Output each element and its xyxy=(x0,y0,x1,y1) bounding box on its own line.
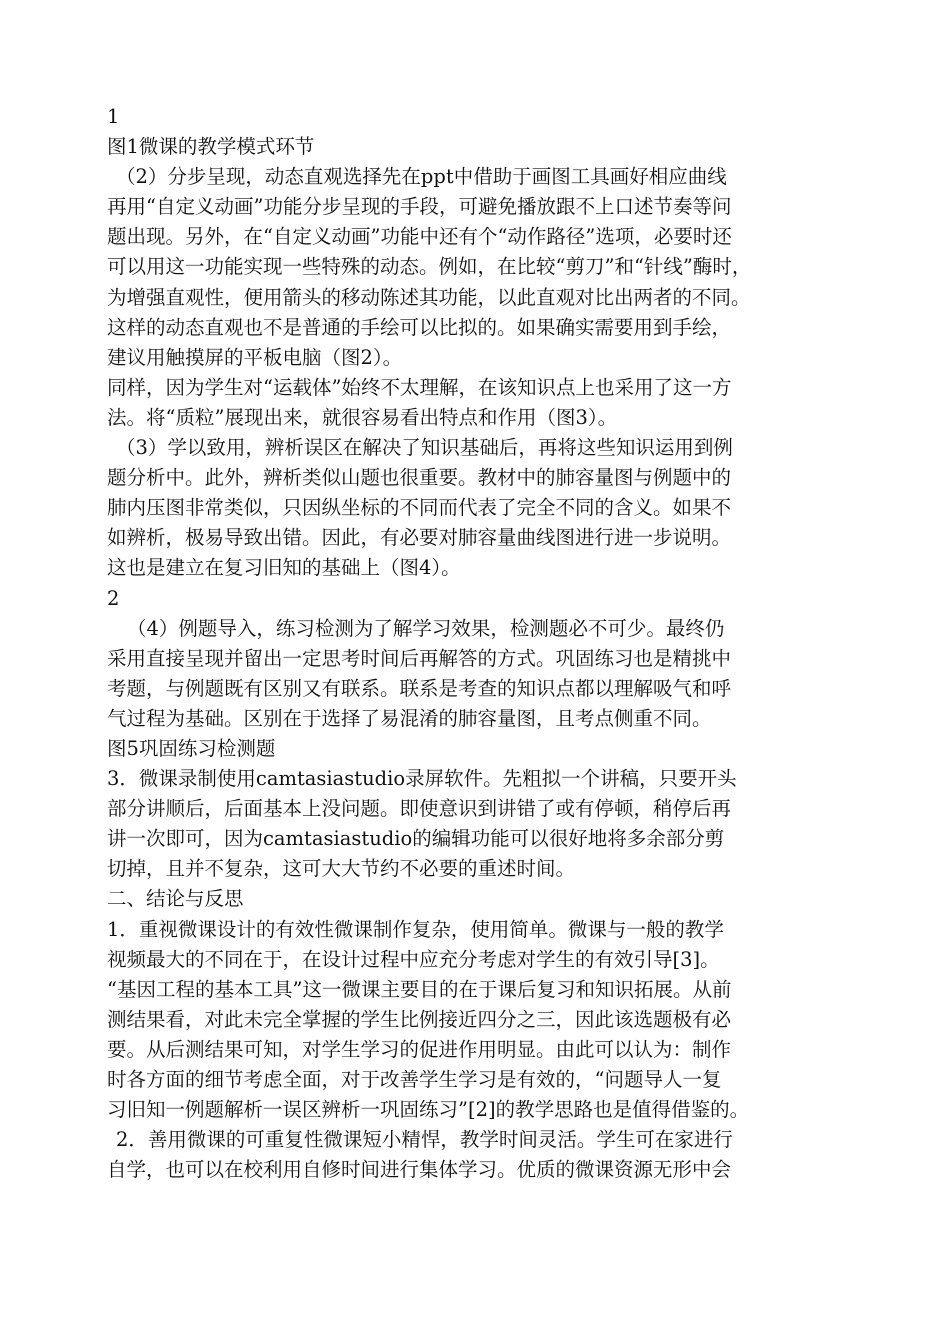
paragraph-line: 建议用触摸屏的平板电脑（图2）。 xyxy=(107,345,403,369)
paragraph-line: 习旧知一例题解析一误区辨析一巩固练习”[2]的教学思路也是值得借鉴的。 xyxy=(107,1098,750,1122)
page-number-2: 2 xyxy=(107,586,120,610)
paragraph-line: 可以用这一功能实现一些特殊的动态。例如，在比较“剪刀”和“针线”酶时， xyxy=(107,255,752,279)
page-number-1: 1 xyxy=(107,105,120,128)
paragraph-line: 这样的动态直观也不是普通的手绘可以比拟的。如果确实需要用到手绘， xyxy=(107,315,732,339)
paragraph-line: “基因工程的基本工具”这一微课主要目的在于课后复习和知识拓展。从前 xyxy=(107,977,732,1001)
paragraph-line: 肺内压图非常类似，只因纵坐标的不同而代表了完全不同的含义。如果不 xyxy=(107,496,732,520)
paragraph-line: 为增强直观性，便用箭头的移动陈述其功能，以此直观对比出两者的不同。 xyxy=(107,285,751,309)
section-heading: 二、结论与反思 xyxy=(107,887,244,911)
paragraph-line: （4）例题导入，练习检测为了解学习效果，检测题必不可少。最终仍 xyxy=(127,616,725,640)
paragraph-line: 时各方面的细节考虑全面，对于改善学生学习是有效的，“问题导人一复 xyxy=(107,1068,722,1091)
paragraph-line: 再用“自定义动画”功能分步呈现的手段，可避免播放跟不上口述节奏等问 xyxy=(107,195,732,219)
paragraph-line: 切掉，且并不复杂，这可大大节约不必要的重述时间。 xyxy=(107,857,576,881)
paragraph-line: 采用直接呈现并留出一定思考时间后再解答的方式。巩固练习也是精挑中 xyxy=(107,646,732,670)
document-body xyxy=(107,102,867,1185)
paragraph-line: 3．微课录制使用camtasiastudio录屏软件。先粗拟一个讲稿，只要开头 xyxy=(107,767,737,791)
paragraph-line: 题分析中。此外，辨析类似山题也很重要。教材中的肺容量图与例题中的 xyxy=(107,466,732,490)
figure-caption-5: 图5巩固练习检测题 xyxy=(107,736,276,760)
paragraph-line: 气过程为基础。区别在于选择了易混淆的肺容量图，且考点侧重不同。 xyxy=(107,706,712,730)
paragraph-line: 1．重视微课设计的有效性微课制作复杂，使用简单。微课与一般的教学 xyxy=(107,917,724,941)
paragraph-line: （2）分步呈现，动态直观选择先在ppt中借助于画图工具画好相应曲线 xyxy=(116,165,727,189)
paragraph-line: 考题，与例题既有区别又有联系。联系是考查的知识点都以理解吸气和呼 xyxy=(107,676,732,700)
paragraph-line: 测结果看，对此未完全掌握的学生比例接近四分之三，因此该选题极有必 xyxy=(107,1007,732,1031)
paragraph-line: 同样，因为学生对“运载体”始终不太理解，在该知识点上也采用了这一方 xyxy=(107,375,732,399)
paragraph-line: 题出现。另外，在“自定义动画”功能中还有个“动作路径”选项，必要时还 xyxy=(107,225,732,249)
paragraph-line: 部分讲顺后，后面基本上没问题。即使意识到讲错了或有停顿，稍停后再 xyxy=(107,797,732,821)
paragraph-line: 2．善用微课的可重复性微课短小精悍，教学时间灵活。学生可在家进行 xyxy=(116,1128,733,1152)
paragraph-line: 讲一次即可，因为camtasiastudio的编辑功能可以很好地将多余部分剪 xyxy=(107,827,725,851)
paragraph-line: 这也是建立在复习旧知的基础上（图4）。 xyxy=(107,556,461,580)
figure-caption-1: 图1微课的教学模式环节 xyxy=(107,135,315,159)
paragraph-line: 自学，也可以在校利用自修时间进行集体学习。优质的微课资源无形中会 xyxy=(107,1158,732,1182)
paragraph-line: 如辨析，极易导致出错。因此，有必要对肺容量曲线图进行进一步说明。 xyxy=(107,526,732,550)
paragraph-line: 法。将“质粒”展现出来，就很容易看出特点和作用（图3）。 xyxy=(107,405,618,429)
paragraph-line: 视频最大的不同在于，在设计过程中应充分考虑对学生的有效引导[3]。 xyxy=(107,947,720,971)
paragraph-line: （3）学以致用，辨析误区在解决了知识基础后，再将这些知识运用到例 xyxy=(116,436,733,460)
paragraph-line: 要。从后测结果可知，对学生学习的促进作用明显。由此可以认为：制作 xyxy=(107,1037,732,1061)
